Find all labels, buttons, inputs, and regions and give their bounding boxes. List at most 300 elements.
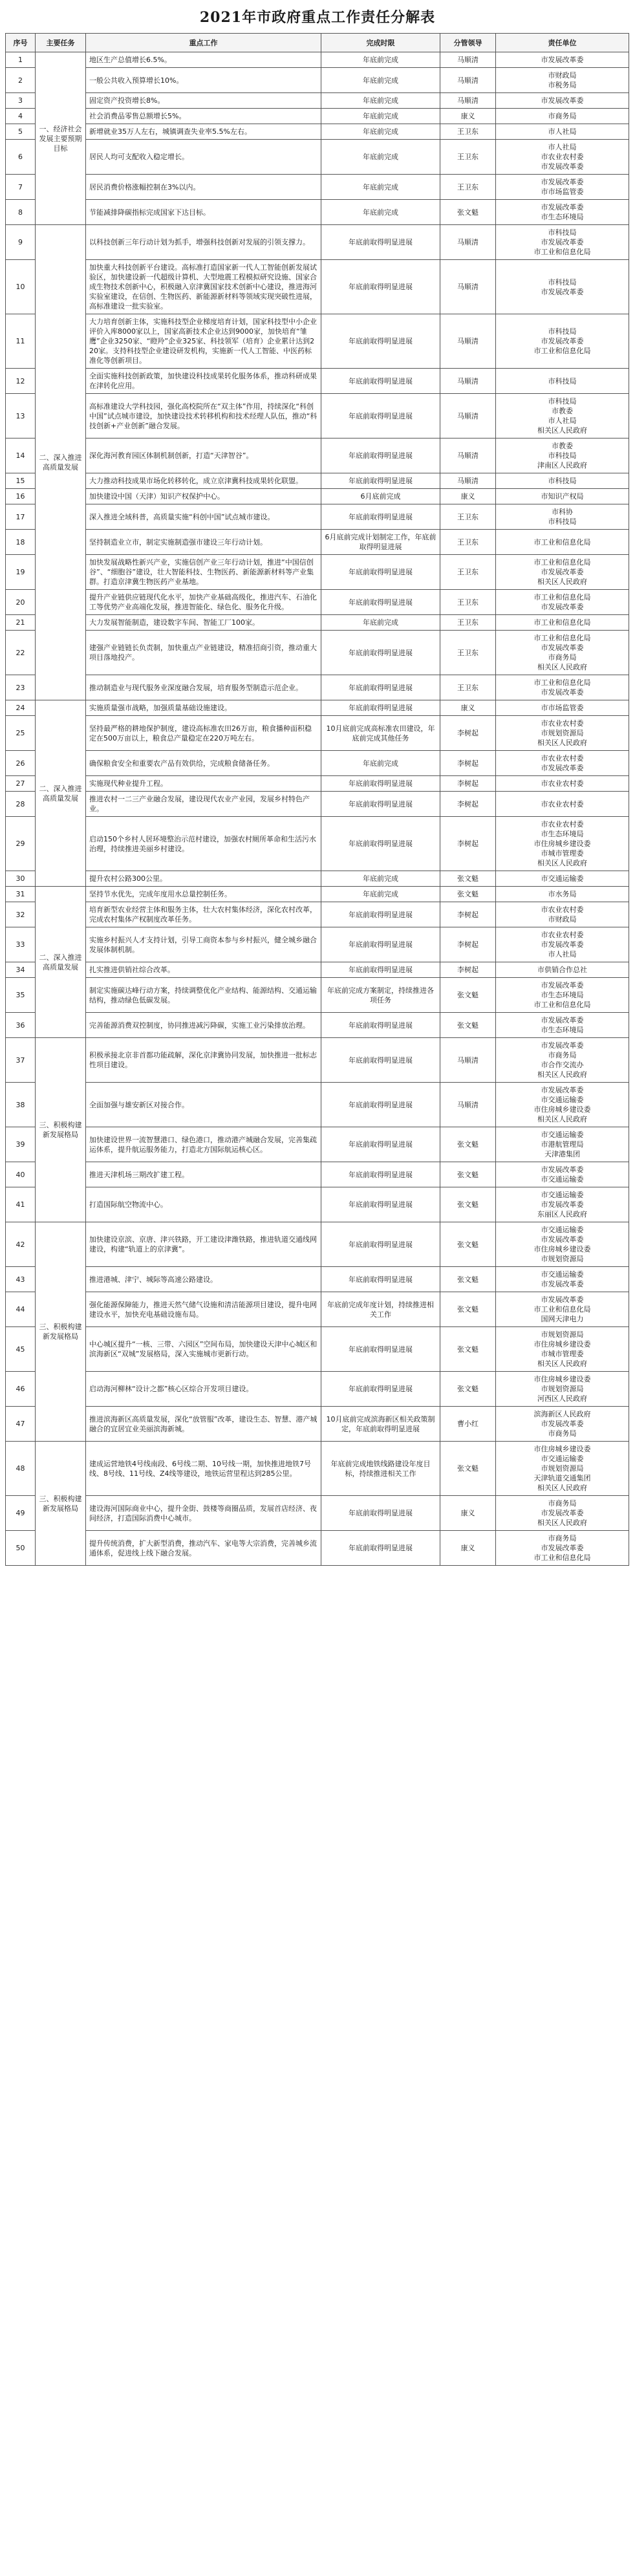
responsible-unit-cell: 市交通运输委 市发展改革委 市住房城乡建设委 市规划资源局 [496,1222,629,1267]
deadline-cell: 年底前取得明显进展 [321,1187,440,1222]
deadline-cell: 年底前取得明显进展 [321,1496,440,1531]
responsible-unit-cell: 市规划资源局 市住房城乡建设委 市城市管理委 相关区人民政府 [496,1327,629,1372]
responsible-unit-cell: 市工业和信息化局 [496,615,629,631]
responsible-unit-cell: 市工业和信息化局 市发展改革委 相关区人民政府 [496,555,629,590]
leader-cell: 张文魁 [440,1013,496,1038]
table-body [6,52,629,1566]
key-work-cell: 新增就业35万人左右，城镇调查失业率5.5%左右。 [86,124,321,140]
deadline-cell: 年底前完成 [321,887,440,902]
leader-cell: 李树起 [440,776,496,792]
document-title: 2021年市政府重点工作责任分解表 [199,9,436,26]
row-number: 9 [6,225,36,260]
leader-cell: 李树起 [440,792,496,817]
leader-cell: 康义 [440,700,496,716]
leader-cell: 马顺清 [440,1083,496,1127]
leader-cell: 曹小红 [440,1407,496,1442]
key-work-cell: 大力推动科技成果市场化转移转化，成立京津冀科技成果转化联盟。 [86,473,321,489]
table-row [6,93,629,109]
leader-cell: 王卫东 [440,615,496,631]
table-row [6,1531,629,1566]
key-work-cell: 一般公共收入预算增长10%。 [86,68,321,93]
deadline-cell: 年底前完成 [321,175,440,200]
deadline-cell: 年底前取得明显进展 [321,927,440,962]
key-work-cell: 坚持最严格的耕地保护制度，建设高标准农田26万亩，粮食播种面积稳定在500万亩以上，粮食总产量稳定在220万吨左右。 [86,716,321,751]
deadline-cell: 6月底前完成计划制定工作，年底前取得明显进展 [321,530,440,555]
leader-cell: 张文魁 [440,1442,496,1496]
deadline-cell: 年底前取得明显进展 [321,1267,440,1292]
deadline-cell: 年底前取得明显进展 [321,260,440,314]
row-number: 43 [6,1267,36,1292]
row-number: 10 [6,260,36,314]
leader-cell: 张文魁 [440,1267,496,1292]
responsible-unit-cell: 市发展改革委 市生态环境局 市工业和信息化局 [496,978,629,1013]
leader-cell: 王卫东 [440,530,496,555]
deadline-cell: 年底前取得明显进展 [321,962,440,978]
row-number: 4 [6,109,36,124]
responsible-unit-cell: 市工业和信息化局 市发展改革委 [496,590,629,615]
leader-cell: 李树起 [440,716,496,751]
key-work-cell: 大力培育创新主体，实施科技型企业梯度培育计划，国家科技型中小企业评价入库8000家以上，国家高新技术企业达到9000家，加快培育“雏鹰”企业3250家、“瞪羚”企业325家、科技领军（培育）企业累计达到220家。支持科技型企业建设研发机构，实施新一代人工智能、中医药标准化等创新项目。 [86,314,321,369]
leader-cell: 张文魁 [440,871,496,887]
responsible-unit-cell: 市工业和信息化局 市发展改革委 [496,675,629,700]
key-work-cell: 确保粮食安全和重要农产品有效供给，完成粮食储备任务。 [86,751,321,776]
table-row [6,555,629,590]
responsible-unit-cell: 市农业农村委 市生态环境局 市住房城乡建设委 市城市管理委 相关区人民政府 [496,817,629,871]
leader-cell: 李树起 [440,927,496,962]
row-number: 33 [6,927,36,962]
key-work-cell: 推进港城、津宁、城际等高速公路建设。 [86,1267,321,1292]
row-number: 15 [6,473,36,489]
table-row [6,927,629,962]
deadline-cell: 年底前取得明显进展 [321,1013,440,1038]
row-number: 32 [6,902,36,927]
responsible-unit-cell: 市发展改革委 市市场监管委 [496,175,629,200]
table-row [6,175,629,200]
key-work-cell: 培育新型农业经营主体和服务主体，壮大农村集体经济，深化农村改革，完成农村集体产权制度改革任务。 [86,902,321,927]
table-row [6,369,629,394]
key-work-cell: 启动海河柳林“设计之都”核心区综合开发项目建设。 [86,1372,321,1407]
table-row [6,700,629,716]
table-row [6,260,629,314]
deadline-cell: 年底前完成 [321,140,440,175]
responsibility-table [5,33,629,1566]
responsible-unit-cell: 市人社局 [496,124,629,140]
responsible-unit-cell: 市教委 市科技局 津南区人民政府 [496,438,629,473]
table-row [6,962,629,978]
key-work-cell: 深入推进全域科普，高质量实施“科创中国”试点城市建设。 [86,504,321,530]
deadline-cell: 年底前取得明显进展 [321,590,440,615]
leader-cell: 李树起 [440,902,496,927]
table-row [6,902,629,927]
deadline-cell: 年底前取得明显进展 [321,902,440,927]
header-deadline: 完成时限 [321,34,440,52]
leader-cell: 张文魁 [440,1127,496,1162]
deadline-cell: 年底前完成 [321,200,440,225]
table-row [6,716,629,751]
responsible-unit-cell: 市农业农村委 市规划资源局 相关区人民政府 [496,716,629,751]
deadline-cell: 年底前取得明显进展 [321,225,440,260]
deadline-cell: 年底前取得明显进展 [321,394,440,438]
key-work-cell: 积极承接北京非首都功能疏解，深化京津冀协同发展，加快推进一批标志性项目建设。 [86,1038,321,1083]
deadline-cell: 年底前完成 [321,68,440,93]
row-number: 46 [6,1372,36,1407]
row-number: 21 [6,615,36,631]
row-number: 35 [6,978,36,1013]
table-row [6,631,629,675]
key-work-cell: 中心城区提升“一核、三带、六园区”空间布局，加快建设天津中心城区和滨海新区“双城”发展格局，深入实施城市更新行动。 [86,1327,321,1372]
leader-cell: 康义 [440,109,496,124]
responsible-unit-cell: 市商务局 市发展改革委 市工业和信息化局 [496,1531,629,1566]
deadline-cell: 年底前完成 [321,615,440,631]
deadline-cell: 年底前完成地铁线路建设年度目标，持续推进相关工作 [321,1442,440,1496]
responsible-unit-cell: 市住房城乡建设委 市规划资源局 河西区人民政府 [496,1372,629,1407]
responsible-unit-cell: 市农业农村委 市财政局 [496,902,629,927]
main-task-cell: 二、深入推进高质量发展 [36,887,86,1038]
table-row [6,68,629,93]
deadline-cell: 年底前取得明显进展 [321,1083,440,1127]
deadline-cell: 年底前完成 [321,124,440,140]
responsible-unit-cell: 市农业农村委 市发展改革委 [496,751,629,776]
table-row [6,1372,629,1407]
deadline-cell: 年底前完成 [321,871,440,887]
deadline-cell: 年底前完成 [321,93,440,109]
table-row [6,1327,629,1372]
responsible-unit-cell: 市发展改革委 市交通运输委 [496,1162,629,1187]
row-number: 6 [6,140,36,175]
table-row [6,615,629,631]
leader-cell: 马顺清 [440,1038,496,1083]
row-number: 24 [6,700,36,716]
leader-cell: 康义 [440,1531,496,1566]
row-number: 48 [6,1442,36,1496]
deadline-cell: 年底前取得明显进展 [321,555,440,590]
key-work-cell: 坚持制造业立市，制定实施制造强市建设三年行动计划。 [86,530,321,555]
responsible-unit-cell: 市工业和信息化局 市发展改革委 市商务局 相关区人民政府 [496,631,629,675]
row-number: 49 [6,1496,36,1531]
leader-cell: 张文魁 [440,200,496,225]
leader-cell: 马顺清 [440,225,496,260]
key-work-cell: 提升传统消费，扩大新型消费，推动汽车、家电等大宗消费，完善城乡流通体系，促进线上线下融合发展。 [86,1531,321,1566]
key-work-cell: 深化海河教育园区体制机制创新，打造“天津智谷”。 [86,438,321,473]
leader-cell: 张文魁 [440,1372,496,1407]
deadline-cell: 年底前取得明显进展 [321,438,440,473]
leader-cell: 张文魁 [440,887,496,902]
row-number: 40 [6,1162,36,1187]
key-work-cell: 加快发展战略性新兴产业，实施信创产业三年行动计划，推进“中国信创谷”、“细胞谷”建设，壮大智能科技、生物医药、新能源新材料等产业集群。打造京津冀生物医药产业基地。 [86,555,321,590]
key-work-cell: 建成运营地铁4号线南段、6号线二期、10号线一期，加快推进地铁7号线、8号线、11号线、Z4线等建设，地铁运营里程达到285公里。 [86,1442,321,1496]
leader-cell: 马顺清 [440,438,496,473]
responsible-unit-cell: 市交通运输委 市发展改革委 [496,1267,629,1292]
leader-cell: 王卫东 [440,124,496,140]
row-number: 25 [6,716,36,751]
key-work-cell: 推进天津机场三期改扩建工程。 [86,1162,321,1187]
deadline-cell: 年底前取得明显进展 [321,1372,440,1407]
row-number: 18 [6,530,36,555]
leader-cell: 王卫东 [440,555,496,590]
leader-cell: 张文魁 [440,1292,496,1327]
responsible-unit-cell: 市知识产权局 [496,489,629,504]
table-row [6,792,629,817]
key-work-cell: 居民消费价格涨幅控制在3%以内。 [86,175,321,200]
key-work-cell: 提升产业链供应链现代化水平，加快产业基础高级化，推进汽车、石油化工等优势产业高端化发展，推进智能化、绿色化、服务化升级。 [86,590,321,615]
responsible-unit-cell: 市商务局 [496,109,629,124]
row-number: 1 [6,52,36,68]
table-row [6,675,629,700]
table-row [6,314,629,369]
row-number: 16 [6,489,36,504]
responsible-unit-cell: 市工业和信息化局 [496,530,629,555]
row-number: 42 [6,1222,36,1267]
table-row [6,225,629,260]
key-work-cell: 全面实施科技创新政策，加快建设科技成果转化服务体系，推动科研成果在津转化应用。 [86,369,321,394]
header-unit: 责任单位 [496,34,629,52]
deadline-cell: 年底前取得明显进展 [321,776,440,792]
responsible-unit-cell: 市科技局 市教委 市人社局 相关区人民政府 [496,394,629,438]
leader-cell: 马顺清 [440,52,496,68]
key-work-cell: 实施乡村振兴人才支持计划，引导工商资本参与乡村振兴，健全城乡融合发展体制机制。 [86,927,321,962]
key-work-cell: 实施现代种业提升工程。 [86,776,321,792]
table-row [6,817,629,871]
leader-cell: 马顺清 [440,68,496,93]
leader-cell: 康义 [440,489,496,504]
table-row [6,438,629,473]
table-row [6,530,629,555]
leader-cell: 张文魁 [440,1222,496,1267]
leader-cell: 李树起 [440,962,496,978]
key-work-cell: 建强产业链链长负责制，加快重点产业链建设，精准招商引资，推动重大项目落地投产。 [86,631,321,675]
row-number: 20 [6,590,36,615]
responsible-unit-cell: 市住房城乡建设委 市交通运输委 市规划资源局 天津轨道交通集团 相关区人民政府 [496,1442,629,1496]
key-work-cell: 固定资产投资增长8%。 [86,93,321,109]
responsible-unit-cell: 市发展改革委 市工业和信息化局 国网天津电力 [496,1292,629,1327]
leader-cell: 张文魁 [440,978,496,1013]
deadline-cell: 年底前取得明显进展 [321,1327,440,1372]
table-row [6,52,629,68]
row-number: 22 [6,631,36,675]
key-work-cell: 高标准建设大学科技园，强化高校院所在“双主体”作用，持续深化“科创中国”试点城市建设，加快建设技术转移机构和技术经理人队伍，推动“科技创新+产业创新”融合发展。 [86,394,321,438]
leader-cell: 王卫东 [440,675,496,700]
key-work-cell: 启动150个乡村人居环境整治示范村建设，加强农村厕所革命和生活污水治理，持续推进美丽乡村建设。 [86,817,321,871]
key-work-cell: 全面加强与雄安新区对接合作。 [86,1083,321,1127]
row-number: 26 [6,751,36,776]
table-row [6,1162,629,1187]
table-row [6,871,629,887]
leader-cell: 王卫东 [440,631,496,675]
row-number: 12 [6,369,36,394]
table-row [6,1187,629,1222]
row-number: 19 [6,555,36,590]
responsible-unit-cell: 市科技局 [496,369,629,394]
deadline-cell: 年底前取得明显进展 [321,792,440,817]
table-row [6,1292,629,1327]
row-number: 28 [6,792,36,817]
responsible-unit-cell: 市交通运输委 [496,871,629,887]
row-number: 14 [6,438,36,473]
leader-cell: 张文魁 [440,1162,496,1187]
row-number: 45 [6,1327,36,1372]
deadline-cell: 10月底前完成高标准农田建设，年底前完成其他任务 [321,716,440,751]
table-row [6,504,629,530]
leader-cell: 王卫东 [440,590,496,615]
key-work-cell: 推进农村一二三产业融合发展，建设现代农业产业园，发展乡村特色产业。 [86,792,321,817]
leader-cell: 马顺清 [440,314,496,369]
responsible-unit-cell: 市科技局 [496,473,629,489]
table-row [6,1442,629,1496]
table-row [6,590,629,615]
key-work-cell: 地区生产总值增长6.5%。 [86,52,321,68]
table-row [6,1407,629,1442]
key-work-cell: 制定实施碳达峰行动方案，持续调整优化产业结构、能源结构、交通运输结构，推动绿色低碳发展。 [86,978,321,1013]
responsible-unit-cell: 市科技局 市发展改革委 市工业和信息化局 [496,314,629,369]
row-number: 34 [6,962,36,978]
deadline-cell: 年底前取得明显进展 [321,504,440,530]
deadline-cell: 年底前完成 [321,52,440,68]
header-work: 重点工作 [86,34,321,52]
responsible-unit-cell: 市人社局 市农业农村委 市发展改革委 [496,140,629,175]
responsible-unit-cell: 市水务局 [496,887,629,902]
responsible-unit-cell: 滨海新区人民政府 市发展改革委 市商务局 [496,1407,629,1442]
table-row [6,751,629,776]
main-task-cell: 二、深入推进高质量发展 [36,225,86,700]
key-work-cell: 加快建设中国（天津）知识产权保护中心。 [86,489,321,504]
row-number: 38 [6,1083,36,1127]
row-number: 17 [6,504,36,530]
deadline-cell: 年底前完成 [321,109,440,124]
row-number: 23 [6,675,36,700]
key-work-cell: 完善能源消费双控制度，协同推进减污降碳，实施工业污染排放治理。 [86,1013,321,1038]
key-work-cell: 提升农村公路300公里。 [86,871,321,887]
responsible-unit-cell: 市农业农村委 [496,792,629,817]
responsible-unit-cell: 市市场监管委 [496,700,629,716]
table-header-row [6,34,629,52]
deadline-cell: 6月底前完成 [321,489,440,504]
responsible-unit-cell: 市农业农村委 市发展改革委 市人社局 [496,927,629,962]
responsible-unit-cell: 市商务局 市发展改革委 相关区人民政府 [496,1496,629,1531]
deadline-cell: 年底前完成年度计划，持续推进相关工作 [321,1292,440,1327]
table-row [6,1222,629,1267]
row-number: 11 [6,314,36,369]
row-number: 41 [6,1187,36,1222]
table-row [6,1013,629,1038]
key-work-cell: 实施质量强市战略，加强质量基础设施建设。 [86,700,321,716]
key-work-cell: 建设海河国际商业中心，提升金街、鼓楼等商圈品质，发展首店经济、夜间经济，打造国际消费中心城市。 [86,1496,321,1531]
leader-cell: 王卫东 [440,140,496,175]
leader-cell: 李树起 [440,751,496,776]
table-row [6,473,629,489]
leader-cell: 马顺清 [440,93,496,109]
main-task-cell: 三、积极构建新发展格局 [36,1442,86,1566]
deadline-cell: 年底前取得明显进展 [321,369,440,394]
leader-cell: 张文魁 [440,1187,496,1222]
table-row [6,1083,629,1127]
key-work-cell: 加快建设京滨、京唐、津兴铁路，开工建设津潍铁路，推进轨道交通线网建设，构建“轨道上的京津冀”。 [86,1222,321,1267]
row-number: 36 [6,1013,36,1038]
header-task: 主要任务 [36,34,86,52]
responsible-unit-cell: 市农业农村委 [496,776,629,792]
deadline-cell: 年底前取得明显进展 [321,817,440,871]
responsible-unit-cell: 市科技局 市发展改革委 市工业和信息化局 [496,225,629,260]
table-row [6,1127,629,1162]
deadline-cell: 年底前取得明显进展 [321,1531,440,1566]
deadline-cell: 年底前取得明显进展 [321,675,440,700]
key-work-cell: 加快建设世界一流智慧港口、绿色港口，推动港产城融合发展，完善集疏运体系，提升航运服务能力，打造北方国际航运核心区。 [86,1127,321,1162]
leader-cell: 王卫东 [440,175,496,200]
responsible-unit-cell: 市财政局 市税务局 [496,68,629,93]
responsible-unit-cell: 市交通运输委 市港航管理局 天津港集团 [496,1127,629,1162]
leader-cell: 马顺清 [440,473,496,489]
deadline-cell: 年底前完成方案制定，持续推进各项任务 [321,978,440,1013]
key-work-cell: 社会消费品零售总额增长5%。 [86,109,321,124]
leader-cell: 张文魁 [440,1327,496,1372]
deadline-cell: 年底前取得明显进展 [321,700,440,716]
key-work-cell: 居民人均可支配收入稳定增长。 [86,140,321,175]
main-task-cell: 二、深入推进高质量发展 [36,700,86,887]
table-row [6,776,629,792]
deadline-cell: 年底前取得明显进展 [321,631,440,675]
deadline-cell: 年底前取得明显进展 [321,1127,440,1162]
main-task-cell: 三、积极构建新发展格局 [36,1038,86,1222]
table-row [6,200,629,225]
deadline-cell: 10月底前完成滨海新区相关政策制定，年底前取得明显进展 [321,1407,440,1442]
key-work-cell: 以科技创新三年行动计划为抓手，增强科技创新对发展的引领支撑力。 [86,225,321,260]
row-number: 27 [6,776,36,792]
row-number: 37 [6,1038,36,1083]
key-work-cell: 打造国际航空物流中心。 [86,1187,321,1222]
table-row [6,140,629,175]
row-number: 7 [6,175,36,200]
deadline-cell: 年底前取得明显进展 [321,314,440,369]
table-row [6,124,629,140]
responsible-unit-cell: 市发展改革委 [496,93,629,109]
row-number: 13 [6,394,36,438]
header-leader: 分管领导 [440,34,496,52]
row-number: 5 [6,124,36,140]
table-row [6,394,629,438]
table-row [6,887,629,902]
key-work-cell: 坚持节水优先，完成年度用水总量控制任务。 [86,887,321,902]
main-task-cell: 一、经济社会发展主要预期目标 [36,52,86,225]
leader-cell: 马顺清 [440,260,496,314]
key-work-cell: 强化能源保障能力，推进天然气储气设施和清洁能源项目建设，提升电网建设水平，加快充电基础设施布局。 [86,1292,321,1327]
leader-cell: 康义 [440,1496,496,1531]
row-number: 44 [6,1292,36,1327]
table-row [6,1038,629,1083]
table-row [6,1496,629,1531]
table-row [6,109,629,124]
key-work-cell: 节能减排降碳指标完成国家下达目标。 [86,200,321,225]
table-row [6,489,629,504]
responsible-unit-cell: 市发展改革委 [496,52,629,68]
deadline-cell: 年底前完成 [321,751,440,776]
deadline-cell: 年底前取得明显进展 [321,1162,440,1187]
row-number: 50 [6,1531,36,1566]
header-no: 序号 [6,34,36,52]
key-work-cell: 推动制造业与现代服务业深度融合发展，培育服务型制造示范企业。 [86,675,321,700]
row-number: 29 [6,817,36,871]
responsible-unit-cell: 市发展改革委 市生态环境局 [496,200,629,225]
key-work-cell: 加快重大科技创新平台建设。高标准打造国家新一代人工智能创新发展试验区，加快建设新一代超级计算机、大型地震工程模拟研究设施、国家合成生物技术创新中心，积极融入京津冀国家技术创新中心建设，推进海河实验室建设，在信创、生物医药、新能源新材料等领域实现突破性进展，高标准建设一批实验室。 [86,260,321,314]
responsible-unit-cell: 市发展改革委 市生态环境局 [496,1013,629,1038]
table-row [6,1267,629,1292]
deadline-cell: 年底前取得明显进展 [321,1038,440,1083]
row-number: 3 [6,93,36,109]
responsible-unit-cell: 市供销合作总社 [496,962,629,978]
leader-cell: 李树起 [440,817,496,871]
deadline-cell: 年底前取得明显进展 [321,1222,440,1267]
leader-cell: 马顺清 [440,394,496,438]
key-work-cell: 推进滨海新区高质量发展，深化“放管服”改革，建设生态、智慧、港产城融合的宜居宜业美丽滨海新城。 [86,1407,321,1442]
responsible-unit-cell: 市发展改革委 市商务局 市合作交流办 相关区人民政府 [496,1038,629,1083]
